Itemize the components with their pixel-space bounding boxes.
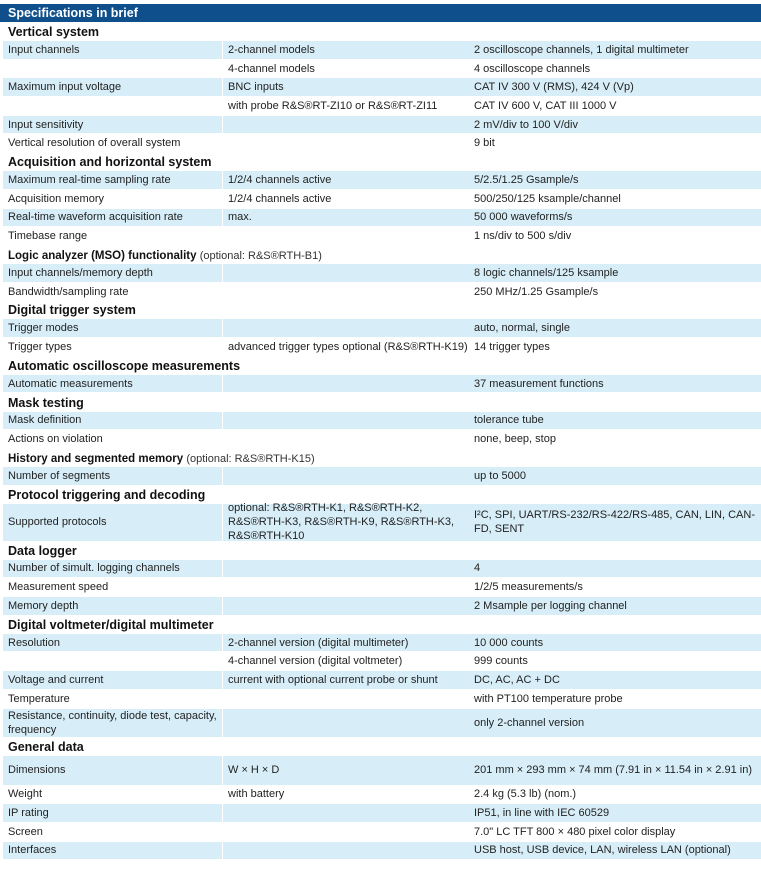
table-row <box>0 430 761 448</box>
table-row <box>0 171 761 189</box>
value-cell <box>469 709 761 737</box>
table-row <box>0 652 761 670</box>
table-title: Specifications in brief <box>0 4 761 22</box>
table-row <box>0 786 761 804</box>
cell-text: 2-channel version (digital multimeter) <box>228 636 409 649</box>
condition-cell <box>223 264 469 282</box>
parameter-cell <box>3 597 222 615</box>
cell-text: 1/2/5 measurements/s <box>474 581 583 594</box>
cell-text: 8 logic channels/125 ksample <box>474 266 619 279</box>
cell-text: advanced trigger types optional (R&S®RTH-K19) <box>228 340 468 353</box>
cell-text: Vertical resolution of overall system <box>8 137 181 150</box>
cell-text: Trigger modes <box>8 322 79 335</box>
cell-text: 14 trigger types <box>474 340 550 353</box>
table-row <box>0 504 761 541</box>
parameter-cell <box>3 135 222 153</box>
condition-cell <box>223 560 469 578</box>
section-title-text: Automatic oscilloscope measurements <box>8 358 241 373</box>
cell-text: 50 000 waveforms/s <box>474 211 573 224</box>
cell-text: optional: R&S®RTH-K1, R&S®RTH-K2, R&S®RTH-K3, R&S®RTH-K9, R&S®RTH-K3, R&S®RTH-K10 <box>228 502 455 543</box>
parameter-cell <box>3 504 222 541</box>
cell-text: IP51, in line with IEC 60529 <box>474 807 610 820</box>
parameter-cell <box>3 430 222 448</box>
condition-cell <box>223 97 469 115</box>
value-cell <box>469 135 761 153</box>
table-row <box>0 804 761 822</box>
section-heading <box>0 616 761 634</box>
value-cell <box>469 338 761 356</box>
table-row <box>0 578 761 596</box>
cell-text: only 2-channel version <box>474 716 585 729</box>
condition-cell <box>223 116 469 134</box>
cell-text: Memory depth <box>8 599 79 612</box>
cell-text: Trigger types <box>8 340 72 353</box>
cell-text: Weight <box>8 788 43 801</box>
value-cell <box>469 227 761 245</box>
cell-text: max. <box>228 211 252 224</box>
table-row <box>0 560 761 578</box>
cell-text: 1/2/4 channels active <box>228 192 332 205</box>
table-row <box>0 823 761 841</box>
table-row <box>0 597 761 615</box>
section-title-text: Digital trigger system <box>8 303 136 318</box>
condition-cell <box>223 786 469 804</box>
cell-text: with PT100 temperature probe <box>474 692 623 705</box>
section-title <box>8 396 84 410</box>
cell-text: with probe R&S®RT-ZI10 or R&S®RT-ZI11 <box>228 99 438 112</box>
section-title-text: History and segmented memory <box>8 452 184 465</box>
value-cell <box>469 190 761 208</box>
cell-text: 7.0" LC TFT 800 × 480 pixel color display <box>474 825 676 838</box>
section-note: (optional: R&S®RTH-B1) <box>199 250 322 262</box>
table-row <box>0 709 761 737</box>
parameter-cell <box>3 690 222 708</box>
section-title <box>8 453 315 465</box>
cell-text: 500/250/125 ksample/channel <box>474 192 621 205</box>
section-heading <box>0 357 761 375</box>
cell-text: Maximum real-time sampling rate <box>8 174 171 187</box>
value-cell <box>469 78 761 96</box>
cell-text: Mask definition <box>8 414 82 427</box>
condition-cell <box>223 671 469 689</box>
value-cell <box>469 116 761 134</box>
section-title <box>8 250 322 262</box>
parameter-cell <box>3 190 222 208</box>
table-row <box>0 756 761 785</box>
cell-text: Supported protocols <box>8 516 107 529</box>
cell-text: current with optional current probe or shunt <box>228 673 438 686</box>
cell-text: Input channels/memory depth <box>8 266 153 279</box>
cell-text: 1/2/4 channels active <box>228 174 332 187</box>
value-cell <box>469 597 761 615</box>
condition-cell <box>223 709 469 737</box>
cell-text: I²C, SPI, UART/RS-232/RS-422/RS-485, CAN, LIN, CAN-FD, SENT <box>474 509 755 536</box>
cell-text: 9 bit <box>474 137 495 150</box>
cell-text: Acquisition memory <box>8 192 104 205</box>
value-cell <box>469 786 761 804</box>
cell-text: Input channels <box>8 43 80 56</box>
condition-cell <box>223 338 469 356</box>
cell-text: 1 ns/div to 500 s/div <box>474 230 572 243</box>
cell-text: 2-channel models <box>228 43 315 56</box>
section-heading <box>0 23 761 41</box>
cell-text: Actions on violation <box>8 433 103 446</box>
section-heading <box>0 394 761 412</box>
table-row <box>0 78 761 96</box>
cell-text: with battery <box>228 788 285 801</box>
cell-text: Input sensitivity <box>8 118 84 131</box>
table-row <box>0 375 761 393</box>
parameter-cell <box>3 60 222 78</box>
parameter-cell <box>3 319 222 337</box>
cell-text: CAT IV 600 V, CAT III 1000 V <box>474 99 617 112</box>
table-row <box>0 116 761 134</box>
value-cell <box>469 171 761 189</box>
parameter-cell <box>3 283 222 301</box>
table-row <box>0 60 761 78</box>
table-row <box>0 412 761 430</box>
condition-cell <box>223 823 469 841</box>
parameter-cell <box>3 560 222 578</box>
cell-text: Temperature <box>8 692 70 705</box>
table-row <box>0 227 761 245</box>
cell-text: 5/2.5/1.25 Gsample/s <box>474 174 579 187</box>
cell-text: Dimensions <box>8 764 66 776</box>
table-row <box>0 671 761 689</box>
condition-cell <box>223 209 469 227</box>
section-heading <box>0 449 761 467</box>
cell-text: auto, normal, single <box>474 322 570 335</box>
condition-cell <box>223 634 469 652</box>
table-row <box>0 467 761 485</box>
table-row <box>0 41 761 59</box>
cell-text: 2 oscilloscope channels, 1 digital multimeter <box>474 43 689 56</box>
value-cell <box>469 319 761 337</box>
cell-text: tolerance tube <box>474 414 544 427</box>
value-cell <box>469 756 761 785</box>
cell-text: 4-channel version (digital voltmeter) <box>228 655 403 668</box>
value-cell <box>469 652 761 670</box>
section-heading <box>0 738 761 756</box>
parameter-cell <box>3 227 222 245</box>
condition-cell <box>223 467 469 485</box>
condition-cell <box>223 842 469 860</box>
cell-text: Resolution <box>8 636 60 649</box>
cell-text: none, beep, stop <box>474 433 556 446</box>
cell-text: Interfaces <box>8 844 57 857</box>
condition-cell <box>223 652 469 670</box>
section-title-text: Mask testing <box>8 395 84 410</box>
parameter-cell <box>3 264 222 282</box>
section-heading <box>0 246 761 264</box>
parameter-cell <box>3 97 222 115</box>
section-heading <box>0 542 761 560</box>
cell-text: 999 counts <box>474 655 528 668</box>
cell-text: DC, AC, AC + DC <box>474 673 560 686</box>
condition-cell <box>223 504 469 541</box>
parameter-cell <box>3 578 222 596</box>
parameter-cell <box>3 756 222 785</box>
section-title <box>8 488 205 502</box>
section-title-text: Logic analyzer (MSO) functionality <box>8 250 197 262</box>
value-cell <box>469 504 761 541</box>
condition-cell <box>223 597 469 615</box>
table-row <box>0 634 761 652</box>
value-cell <box>469 97 761 115</box>
value-cell <box>469 560 761 578</box>
table-row <box>0 842 761 860</box>
value-cell <box>469 412 761 430</box>
parameter-cell <box>3 375 222 393</box>
parameter-cell <box>3 209 222 227</box>
section-title-text: Data logger <box>8 543 77 558</box>
condition-cell <box>223 283 469 301</box>
cell-text: Number of segments <box>8 469 111 482</box>
table-row <box>0 264 761 282</box>
cell-text: Resistance, continuity, diode test, capacity, frequency <box>8 709 217 736</box>
cell-text: Maximum input voltage <box>8 81 122 94</box>
value-cell <box>469 634 761 652</box>
cell-text: Screen <box>8 825 43 838</box>
cell-text: Real-time waveform acquisition rate <box>8 211 183 224</box>
parameter-cell <box>3 116 222 134</box>
cell-text: Voltage and current <box>8 673 104 686</box>
section-title-text: Vertical system <box>8 25 100 39</box>
parameter-cell <box>3 634 222 652</box>
cell-text: IP rating <box>8 807 49 820</box>
section-note: (optional: R&S®RTH-K15) <box>186 452 315 465</box>
section-heading <box>0 301 761 319</box>
value-cell <box>469 41 761 59</box>
value-cell <box>469 375 761 393</box>
table-row <box>0 209 761 227</box>
condition-cell <box>223 690 469 708</box>
value-cell <box>469 264 761 282</box>
value-cell <box>469 823 761 841</box>
table-row <box>0 338 761 356</box>
parameter-cell <box>3 671 222 689</box>
table-row <box>0 283 761 301</box>
condition-cell <box>223 135 469 153</box>
value-cell <box>469 209 761 227</box>
section-title-text: Acquisition and horizontal system <box>8 155 212 170</box>
cell-text: W × H × D <box>228 764 280 776</box>
value-cell <box>469 671 761 689</box>
parameter-cell <box>3 412 222 430</box>
condition-cell <box>223 319 469 337</box>
section-title <box>8 303 136 317</box>
condition-cell <box>223 756 469 785</box>
cell-text: Automatic measurements <box>8 377 133 390</box>
cell-text: 10 000 counts <box>474 636 544 649</box>
value-cell <box>469 430 761 448</box>
value-cell <box>469 804 761 822</box>
condition-cell <box>223 375 469 393</box>
cell-text: up to 5000 <box>474 469 526 482</box>
parameter-cell <box>3 171 222 189</box>
section-title <box>8 544 77 558</box>
cell-text: Timebase range <box>8 230 88 243</box>
section-title <box>8 618 214 632</box>
condition-cell <box>223 578 469 596</box>
section-title <box>8 155 212 169</box>
section-title-text: Protocol triggering and decoding <box>8 487 206 502</box>
cell-text: 2 Msample per logging channel <box>474 599 627 612</box>
section-title <box>8 359 240 373</box>
condition-cell <box>223 804 469 822</box>
table-row <box>0 319 761 337</box>
section-title-text: Digital voltmeter/digital multimeter <box>8 617 214 632</box>
cell-text: Measurement speed <box>8 581 109 594</box>
condition-cell <box>223 430 469 448</box>
condition-cell <box>223 190 469 208</box>
parameter-cell <box>3 78 222 96</box>
table-row <box>0 97 761 115</box>
cell-text: 201 mm × 293 mm × 74 mm (7.91 in × 11.54 in × 2.91 in) <box>474 764 752 776</box>
parameter-cell <box>3 709 222 737</box>
value-cell <box>469 842 761 860</box>
value-cell <box>469 60 761 78</box>
parameter-cell <box>3 338 222 356</box>
parameter-cell <box>3 804 222 822</box>
parameter-cell <box>3 823 222 841</box>
cell-text: CAT IV 300 V (RMS), 424 V (Vp) <box>474 81 634 94</box>
parameter-cell <box>3 41 222 59</box>
cell-text: 2 mV/div to 100 V/div <box>474 118 578 131</box>
cell-text: 250 MHz/1.25 Gsample/s <box>474 285 599 298</box>
cell-text: 37 measurement functions <box>474 377 604 390</box>
table-row <box>0 690 761 708</box>
section-heading <box>0 153 761 171</box>
value-cell <box>469 578 761 596</box>
parameter-cell <box>3 652 222 670</box>
cell-text: 2.4 kg (5.3 lb) (nom.) <box>474 788 577 801</box>
cell-text: 4 <box>474 562 481 575</box>
value-cell <box>469 690 761 708</box>
section-title-text: General data <box>8 739 84 754</box>
parameter-cell <box>3 842 222 860</box>
value-cell <box>469 283 761 301</box>
cell-text: 4-channel models <box>228 62 315 75</box>
table-row <box>0 190 761 208</box>
parameter-cell <box>3 467 222 485</box>
cell-text: BNC inputs <box>228 81 284 94</box>
condition-cell <box>223 60 469 78</box>
section-title <box>8 25 99 39</box>
section-title <box>8 740 84 754</box>
condition-cell <box>223 171 469 189</box>
condition-cell <box>223 412 469 430</box>
value-cell <box>469 467 761 485</box>
cell-text: USB host, USB device, LAN, wireless LAN (optional) <box>474 844 731 857</box>
condition-cell <box>223 41 469 59</box>
table-row <box>0 135 761 153</box>
cell-text: 4 oscilloscope channels <box>474 62 591 75</box>
cell-text: Number of simult. logging channels <box>8 562 180 575</box>
parameter-cell <box>3 786 222 804</box>
condition-cell <box>223 78 469 96</box>
condition-cell <box>223 227 469 245</box>
cell-text: Bandwidth/sampling rate <box>8 285 129 298</box>
